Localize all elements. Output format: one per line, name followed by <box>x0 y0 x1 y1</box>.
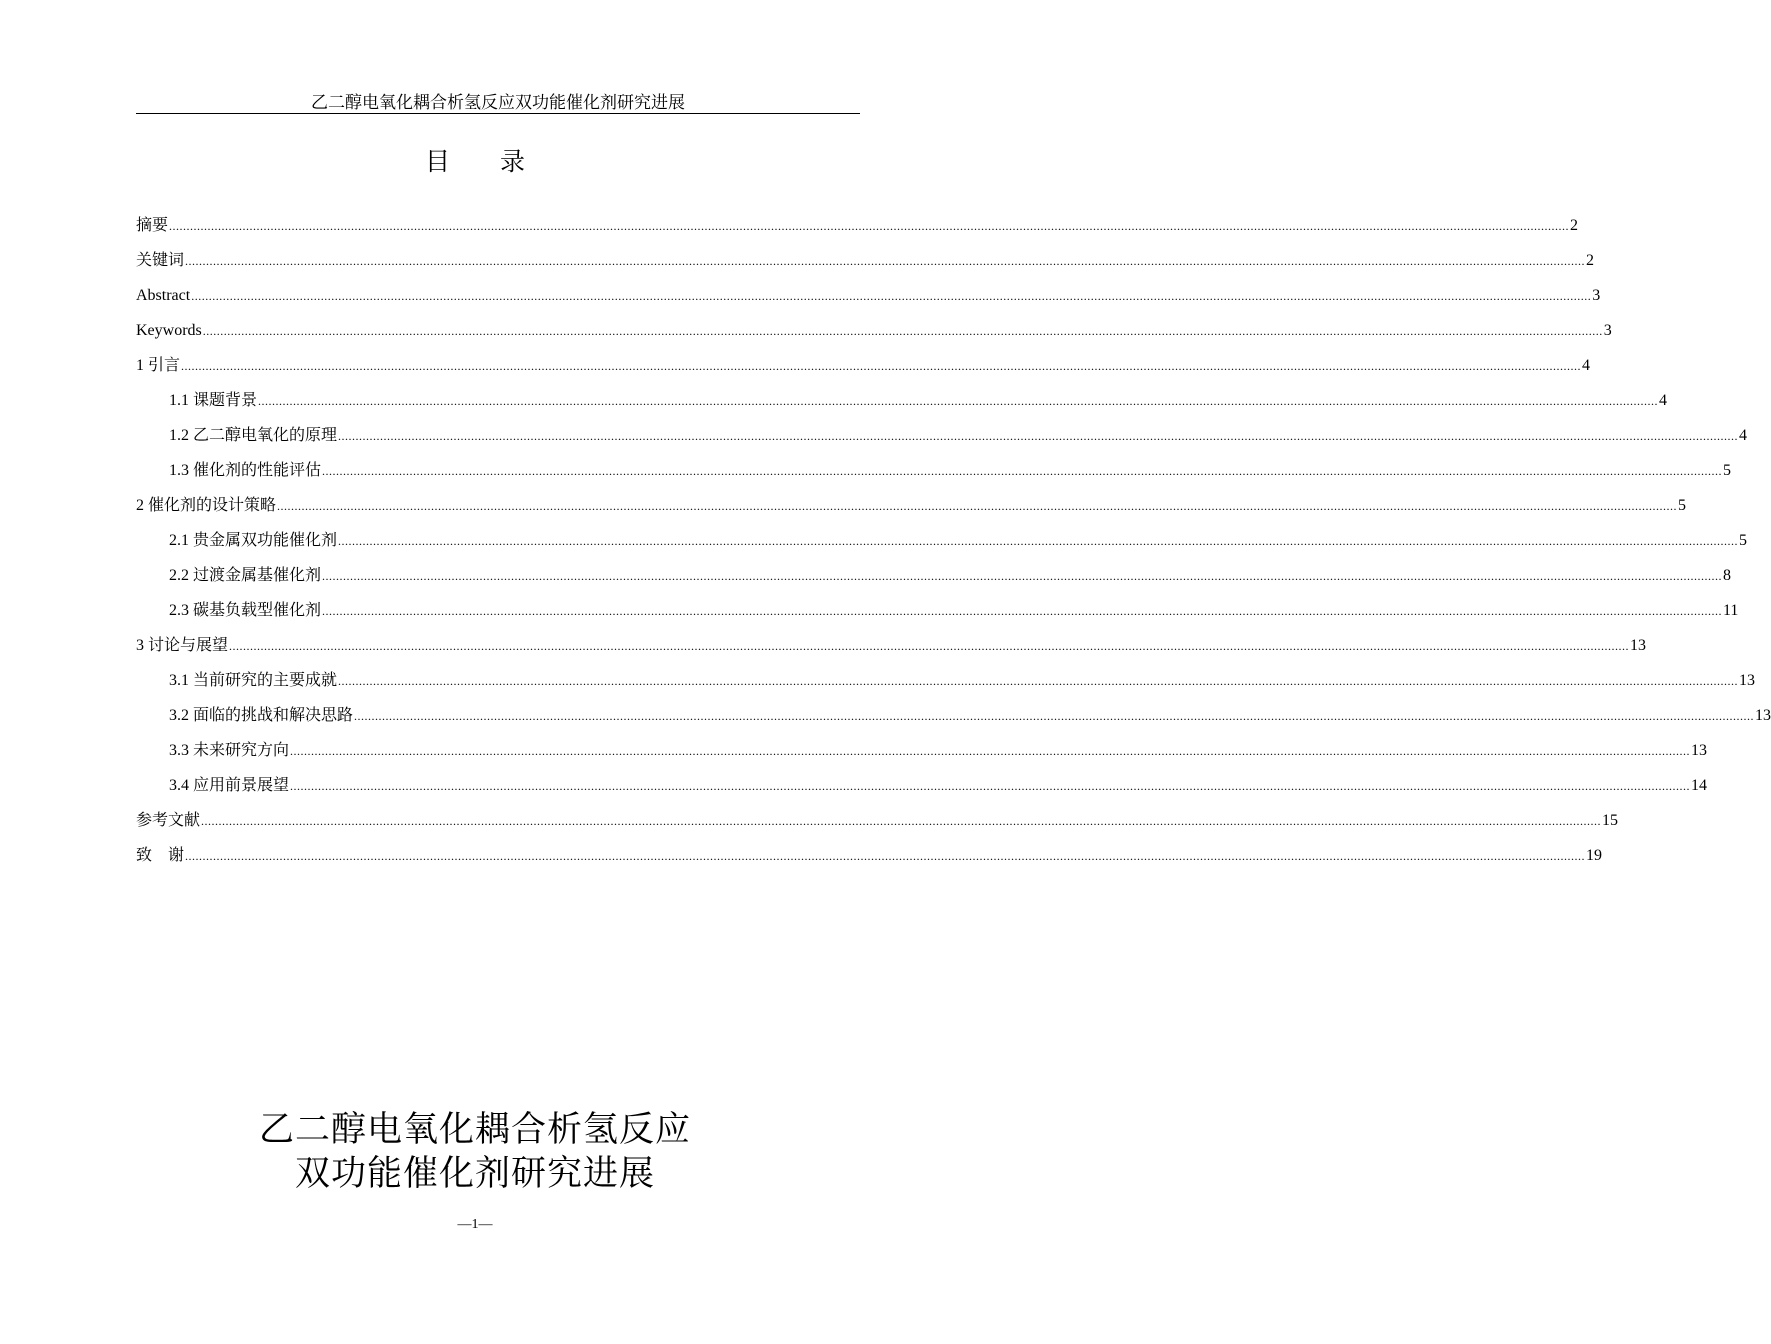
toc-entry[interactable] <box>136 418 1748 453</box>
toc-entry-label: 3.4 应用前景展望 <box>169 777 290 794</box>
toc-entry[interactable] <box>136 348 1591 383</box>
toc-entry[interactable] <box>136 383 1668 418</box>
toc-entry[interactable] <box>136 698 1771 733</box>
toc-entry-page: 13 <box>1630 637 1647 654</box>
toc-dot-leader: ................................................................................................................................................................................................................................................................................................................................................................................................................ <box>354 709 1755 723</box>
toc-entry-page: 3 <box>1592 287 1601 304</box>
toc-entry-label: 2.2 过渡金属基催化剂 <box>169 567 322 584</box>
toc-entry-page: 4 <box>1582 357 1591 374</box>
toc-entry-page: 15 <box>1602 812 1619 829</box>
toc-entry-label: 3.3 未来研究方向 <box>169 742 290 759</box>
toc-entry[interactable] <box>136 453 1732 488</box>
toc-dot-leader: ................................................................................................................................................................................................................................................................................................................................................................................................................ <box>202 324 1603 338</box>
toc-dot-leader: ................................................................................................................................................................................................................................................................................................................................................................................................................ <box>169 219 1570 233</box>
toc-entry-page: 13 <box>1739 672 1756 689</box>
table-of-contents <box>136 208 1771 873</box>
toc-entry-page: 13 <box>1691 742 1708 759</box>
toc-entry-label: 2.3 碳基负载型催化剂 <box>169 602 322 619</box>
toc-entry-label: Abstract <box>136 287 191 304</box>
toc-entry-label: 参考文献 <box>136 812 201 829</box>
toc-entry-page: 5 <box>1739 532 1748 549</box>
toc-entry-label: 1.1 课题背景 <box>169 392 258 409</box>
toc-dot-leader: ................................................................................................................................................................................................................................................................................................................................................................................................................ <box>229 639 1630 653</box>
toc-dot-leader: ................................................................................................................................................................................................................................................................................................................................................................................................................ <box>322 604 1723 618</box>
toc-entry-label: 2 催化剂的设计策略 <box>136 497 277 514</box>
toc-entry[interactable] <box>136 663 1756 698</box>
toc-entry-label: 2.1 贵金属双功能催化剂 <box>169 532 338 549</box>
toc-entry-label: 3.1 当前研究的主要成就 <box>169 672 338 689</box>
toc-entry-page: 4 <box>1659 392 1668 409</box>
header-rule <box>136 113 860 114</box>
toc-dot-leader: ................................................................................................................................................................................................................................................................................................................................................................................................................ <box>258 394 1659 408</box>
toc-dot-leader: ................................................................................................................................................................................................................................................................................................................................................................................................................ <box>338 534 1739 548</box>
toc-dot-leader: ................................................................................................................................................................................................................................................................................................................................................................................................................ <box>185 849 1586 863</box>
toc-entry-page: 2 <box>1570 217 1579 234</box>
toc-title-right: 录 <box>500 149 526 176</box>
toc-entry[interactable] <box>136 733 1708 768</box>
toc-entry[interactable] <box>136 593 1739 628</box>
toc-dot-leader: ................................................................................................................................................................................................................................................................................................................................................................................................................ <box>277 499 1678 513</box>
toc-entry-label: 3 讨论与展望 <box>136 637 229 654</box>
toc-dot-leader: ................................................................................................................................................................................................................................................................................................................................................................................................................ <box>322 464 1723 478</box>
toc-dot-leader: ................................................................................................................................................................................................................................................................................................................................................................................................................ <box>338 674 1739 688</box>
toc-entry[interactable] <box>136 803 1619 838</box>
toc-entry[interactable] <box>136 488 1687 523</box>
toc-dot-leader: ................................................................................................................................................................................................................................................................................................................................................................................................................ <box>290 744 1691 758</box>
toc-dot-leader: ................................................................................................................................................................................................................................................................................................................................................................................................................ <box>185 254 1586 268</box>
toc-dot-leader: ................................................................................................................................................................................................................................................................................................................................................................................................................ <box>338 429 1739 443</box>
toc-entry-label: 关键词 <box>136 252 185 269</box>
toc-entry-page: 11 <box>1723 602 1739 619</box>
toc-entry-page: 19 <box>1586 847 1603 864</box>
toc-entry-page: 13 <box>1755 707 1771 724</box>
toc-entry-page: 4 <box>1739 427 1748 444</box>
toc-entry-page: 3 <box>1603 322 1612 339</box>
toc-entry[interactable] <box>136 768 1708 803</box>
document-title-line2: 双功能催化剂研究进展 <box>294 1154 655 1194</box>
page-number: —1— <box>457 1217 493 1232</box>
toc-entry[interactable] <box>136 243 1595 278</box>
toc-dot-leader: ................................................................................................................................................................................................................................................................................................................................................................................................................ <box>201 814 1602 828</box>
toc-entry-page: 5 <box>1678 497 1687 514</box>
toc-entry-label: 摘要 <box>136 217 169 234</box>
toc-entry[interactable] <box>136 313 1612 348</box>
toc-entry-label: Keywords <box>136 322 202 339</box>
document-title <box>0 1108 950 1196</box>
toc-entry[interactable] <box>136 558 1732 593</box>
toc-entry[interactable] <box>136 278 1601 313</box>
toc-entry[interactable] <box>136 838 1603 873</box>
toc-entry[interactable] <box>136 208 1579 243</box>
toc-title <box>0 148 950 178</box>
toc-entry-page: 5 <box>1723 462 1732 479</box>
running-header: 乙二醇电氧化耦合析氢反应双功能催化剂研究进展 <box>311 93 685 112</box>
toc-dot-leader: ................................................................................................................................................................................................................................................................................................................................................................................................................ <box>290 779 1691 793</box>
toc-dot-leader: ................................................................................................................................................................................................................................................................................................................................................................................................................ <box>191 289 1592 303</box>
toc-entry-page: 14 <box>1691 777 1708 794</box>
toc-entry-page: 2 <box>1586 252 1595 269</box>
toc-entry-label: 3.2 面临的挑战和解决思路 <box>169 707 354 724</box>
toc-entry-label: 1.2 乙二醇电氧化的原理 <box>169 427 338 444</box>
toc-dot-leader: ................................................................................................................................................................................................................................................................................................................................................................................................................ <box>322 569 1723 583</box>
toc-entry-label: 致 谢 <box>136 847 185 864</box>
document-title-line1: 乙二醇电氧化耦合析氢反应 <box>258 1110 691 1150</box>
toc-entry-label: 1 引言 <box>136 357 181 374</box>
toc-entry[interactable] <box>136 523 1748 558</box>
toc-entry-label: 1.3 催化剂的性能评估 <box>169 462 322 479</box>
toc-dot-leader: ................................................................................................................................................................................................................................................................................................................................................................................................................ <box>181 359 1582 373</box>
toc-entry[interactable] <box>136 628 1647 663</box>
toc-title-left: 目 <box>424 149 450 176</box>
toc-entry-page: 8 <box>1723 567 1732 584</box>
